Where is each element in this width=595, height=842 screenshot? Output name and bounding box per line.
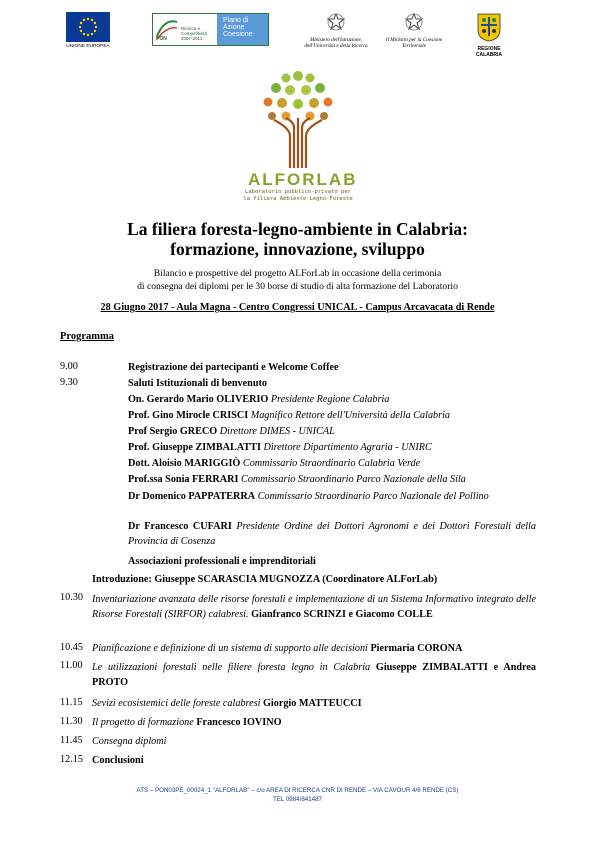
talk-item (92, 660, 536, 690)
ministry2-block (382, 12, 446, 49)
pon-left-text: Ricerca e Competitività (181, 26, 208, 36)
title-line2: formazione, innovazione, sviluppo (170, 239, 425, 259)
speaker-role: Direttore Dipartimento Agraria - UNIRC (263, 442, 432, 453)
title-line1: La filiera foresta-legno-ambiente in Calabria: (127, 219, 468, 239)
talk-title: Le utilizzazioni forestali nelle filiere foresta legno in Calabria (92, 662, 371, 673)
speaker-role: Commissario Straordinario Parco Nazionale della Sila (241, 474, 466, 485)
conclusioni-item: Conclusioni (92, 755, 144, 766)
description-line2: di consegna dei diplomi per le 30 borse di studio di alta formazione del Laboratorio (137, 280, 458, 292)
republic-emblem-icon (325, 12, 347, 32)
saluti-heading: Saluti Istituzionali di benvenuto (128, 378, 267, 389)
talk-title: Il progetto di formazione (92, 717, 194, 728)
pon-years: 2007-2013 (181, 36, 203, 41)
speaker-role: Commissario Straordinario Calabria Verde (242, 458, 421, 469)
speaker-item (128, 393, 389, 406)
speaker-name: Prof. Giuseppe ZIMBALATTI (128, 442, 261, 453)
talk-speaker: Gianfranco SCRINZI e Giacomo COLLE (251, 609, 433, 620)
speaker-item (128, 441, 432, 454)
speaker-role: Presidente Regione Calabria (270, 394, 390, 405)
talk-speaker: Giuseppe ZIMBALATTI e Andrea PROTO (92, 662, 537, 688)
republic-emblem-icon (403, 12, 425, 32)
pon-right-text: Piano di Azione Coesione (217, 14, 268, 45)
talk-speaker: Giorgio MATTEUCCI (262, 698, 362, 709)
speaker-role: Presidente Ordine dei Dottori Agronomi e dei Dottori Forestali della Provincia di Cosenza (128, 521, 536, 547)
description-line1: Bilancio e prospettive del progetto ALForLab in occasione della cerimonia (153, 268, 442, 279)
footer-address: ATS – PON03PE_00024_1 "ALFORLAB" – c/o AREA DI RICERCA CNR DI RENDE – VIA CAVOUR 4/6 RENDE (CS) (136, 787, 459, 794)
talk-speaker: Francesco IOVINO (196, 717, 282, 728)
region-label: REGIONE CALABRIA (475, 46, 503, 58)
time-label: 9.00 (60, 361, 78, 372)
speaker-name: Dr Francesco CUFARI (128, 521, 232, 532)
talk-item (92, 697, 362, 710)
time-label: 11.00 (60, 660, 83, 671)
ministry2-label: Il Ministro per la Coesione Territoriale (385, 37, 443, 49)
talk-speaker: Piermaria CORONA (370, 643, 463, 654)
time-label: 12.15 (60, 754, 83, 765)
speaker-name: Dott. Aloisio MARIGGIÒ (128, 458, 241, 469)
eu-label: UNIONE EUROPEA (66, 44, 110, 49)
talk-title: Sevizi ecosistemici delle foreste calabresi (92, 698, 261, 709)
brand-name: ALFORLAB (248, 170, 358, 189)
talk-item (92, 592, 536, 622)
time-label: 11.15 (60, 697, 83, 708)
time-label: 11.45 (60, 735, 83, 746)
speaker-item (128, 473, 466, 486)
footer-phone: TEL 0984/841487 (273, 796, 322, 803)
speaker-item (128, 519, 536, 549)
alforlab-tree-logo-icon (258, 68, 338, 178)
footer (60, 786, 535, 804)
programma-heading: Programma (60, 331, 115, 342)
brand-subtitle-line2: la filiera Ambiente-Legno-Foreste (243, 196, 353, 202)
time-label: 10.30 (60, 592, 83, 603)
ministry1-block (302, 12, 370, 49)
speaker-item (128, 409, 450, 422)
regione-calabria-crest-icon (476, 12, 502, 42)
event-details: 28 Giugno 2017 - Aula Magna - Centro Congressi UNICAL - Campus Arcavacata di Rende (100, 302, 495, 313)
associazioni-item: Associazioni professionali e imprenditoriali (128, 556, 316, 567)
talk-title: Inventariazione avanzata delle risorse forestali e implementazione di un Sistema Informativo integrato delle Risorse Forestali (SIRFOR) calabresi. (92, 594, 536, 620)
talk-item: Consegna diplomi (92, 736, 167, 747)
eu-stars-icon (66, 12, 110, 42)
page-title (60, 219, 535, 259)
time-label: 10.45 (60, 642, 83, 653)
talk-item (92, 642, 462, 655)
registration-item: Registrazione dei partecipanti e Welcome Coffee (128, 362, 339, 373)
talk-title: Pianificazione e definizione di un sistema di supporto alle decisioni (92, 643, 368, 654)
speaker-name: Prof. Gino Mirocle CRISCI (128, 410, 249, 421)
ministry1-label: Ministero dell'Istruzione, dell'Università e della Ricerca (304, 37, 368, 49)
time-label: 9.30 (60, 377, 78, 388)
speaker-item (128, 457, 420, 470)
speaker-name: On. Gerardo Mario OLIVERIO (128, 394, 269, 405)
pon-logo (152, 13, 269, 46)
introduzione-item: Introduzione: Giuseppe SCARASCIA MUGNOZZA (Coordinatore ALForLab) (92, 574, 438, 585)
eu-flag-logo (66, 12, 110, 42)
speaker-name: Prof Sergio GRECO (128, 426, 218, 437)
brand-subtitle (232, 189, 364, 203)
pon-small-label: PON (156, 36, 167, 42)
speaker-name: Prof.ssa Sonia FERRARI (128, 474, 239, 485)
talk-item (92, 716, 282, 729)
description (60, 268, 535, 293)
time-label: 11.30 (60, 716, 83, 727)
speaker-role: Direttore DIMES - UNICAL (219, 426, 335, 437)
speaker-item (128, 425, 335, 438)
speaker-name: Dr Domenico PAPPATERRA (128, 491, 256, 502)
speaker-role: Magnifico Rettore dell'Università della Calabria (250, 410, 451, 421)
speaker-item (128, 489, 536, 504)
speaker-role: Commissario Straordinario Parco Nazionale del Pollino (257, 491, 489, 502)
brand-subtitle-line1: Laboratorio pubblico-privato per (245, 189, 351, 195)
